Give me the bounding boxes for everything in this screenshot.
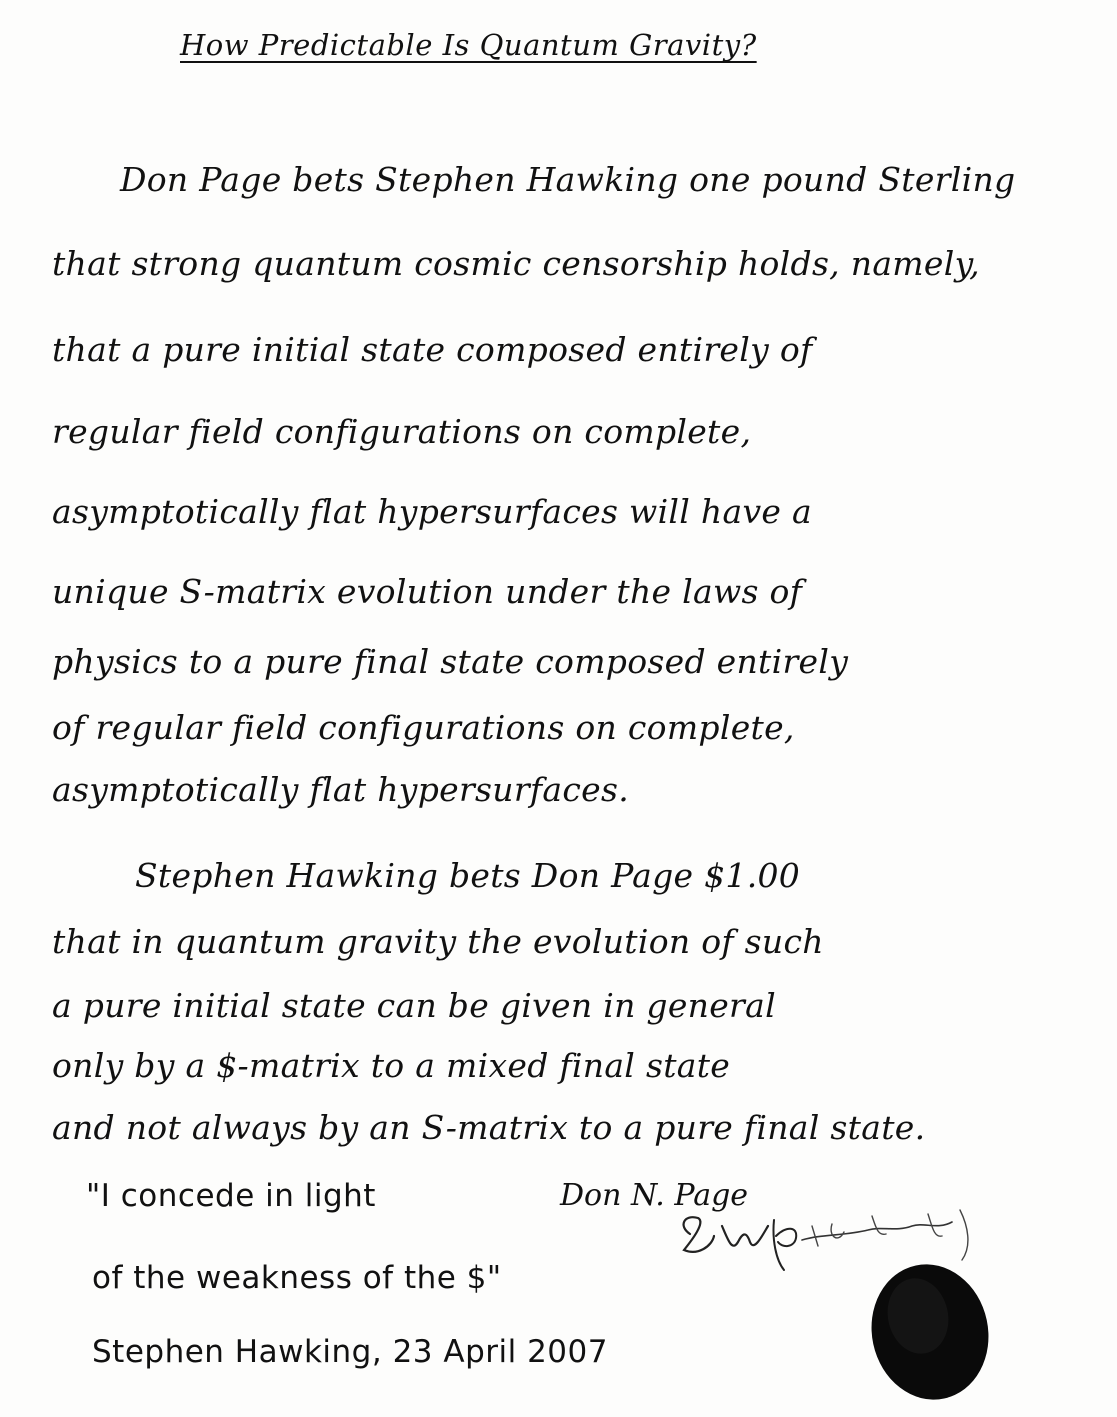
text-line: Stephen Hawking bets Don Page $1.00 xyxy=(135,856,801,895)
don-page-signature: Don N. Page xyxy=(560,1178,749,1213)
concession-line-3: Stephen Hawking, 23 April 2007 xyxy=(92,1334,608,1370)
document-title: How Predictable Is Quantum Gravity? xyxy=(180,28,757,62)
text-line: a pure initial state can be given in general xyxy=(52,986,776,1025)
text-line: regular field configurations on complete, xyxy=(52,412,752,451)
text-line: physics to a pure final state composed entirely xyxy=(52,642,849,681)
text-line: of regular field configurations on complete, xyxy=(52,708,795,747)
concession-line-1: "I concede in light xyxy=(86,1178,376,1214)
text-line: Don Page bets Stephen Hawking one pound Sterling xyxy=(120,160,1016,199)
text-line: that in quantum gravity the evolution of such xyxy=(52,922,824,961)
text-line: unique S-matrix evolution under the laws of xyxy=(52,572,803,611)
text-line: that a pure initial state composed entirely of xyxy=(52,330,813,369)
concession-line-2: of the weakness of the $" xyxy=(92,1260,502,1296)
text-line: asymptotically flat hypersurfaces. xyxy=(52,770,630,809)
text-line: and not always by an S-matrix to a pure final state. xyxy=(52,1108,926,1147)
text-line: asymptotically flat hypersurfaces will have a xyxy=(52,492,812,531)
thumbprint-icon xyxy=(860,1256,1000,1406)
text-line: that strong quantum cosmic censorship holds, namely, xyxy=(52,244,980,283)
text-line: only by a $-matrix to a mixed final state xyxy=(52,1046,731,1085)
